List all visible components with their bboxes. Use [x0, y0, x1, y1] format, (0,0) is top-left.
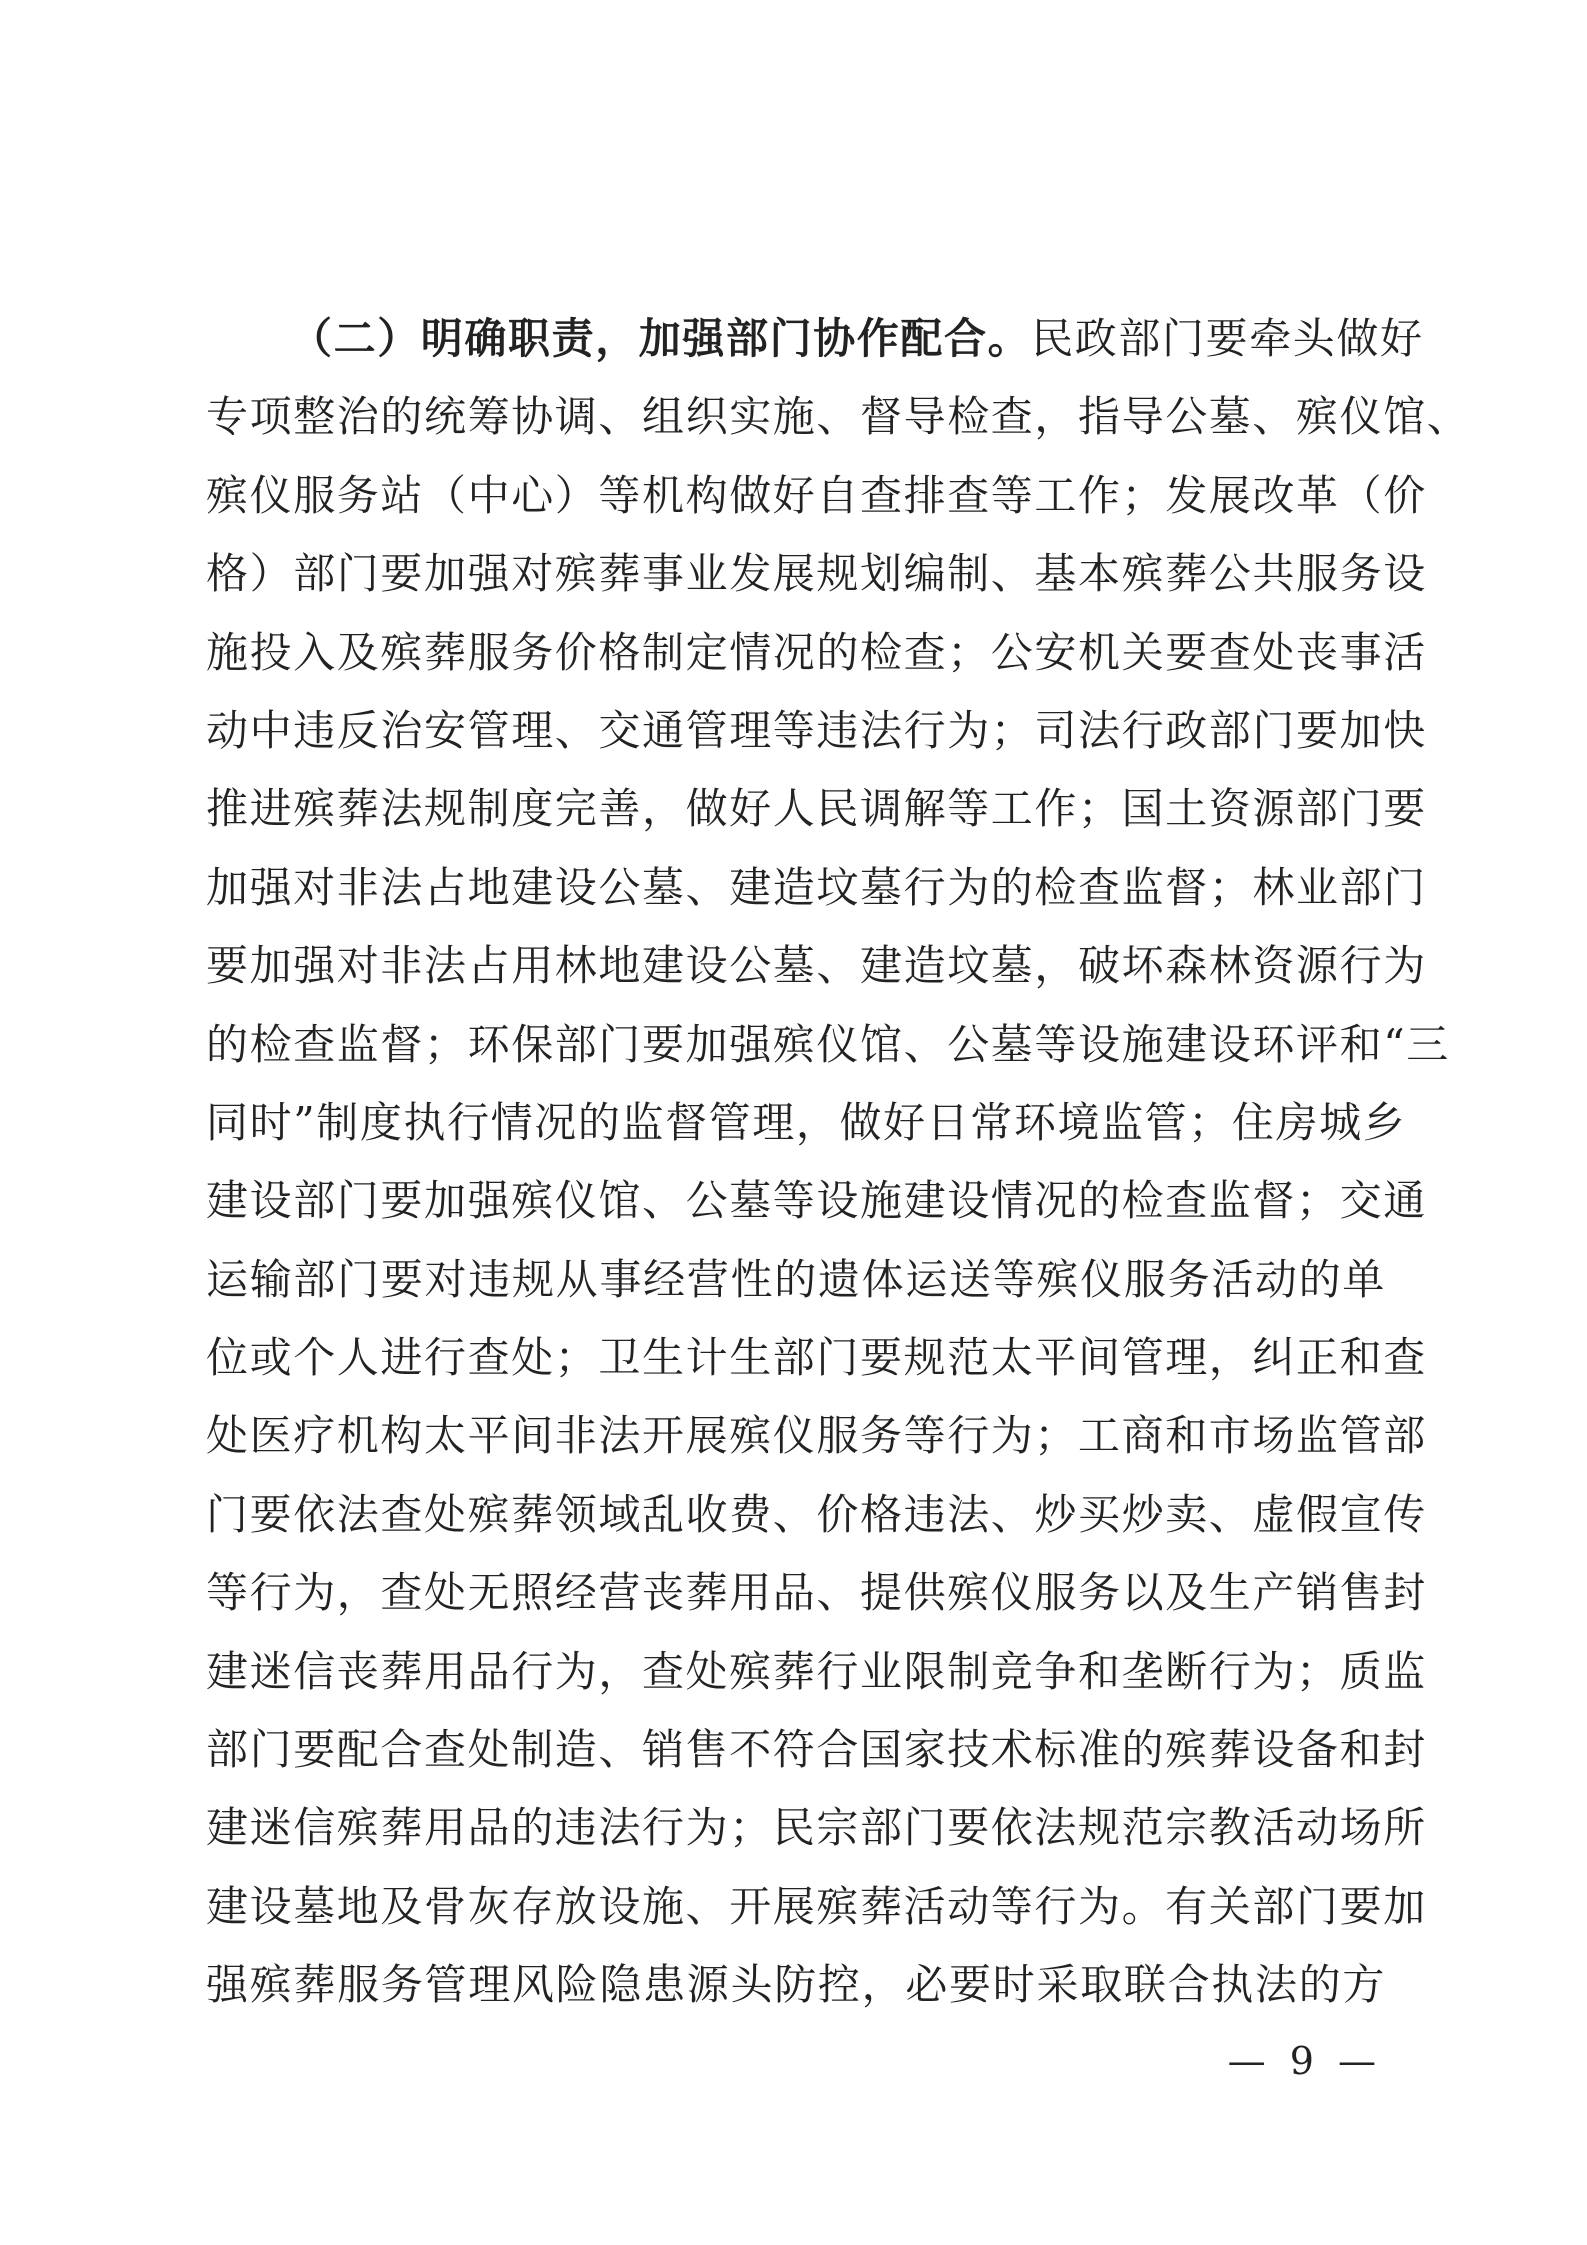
text-line: 强殡葬服务管理风险隐患源头防控，必要时采取联合执法的方: [206, 1960, 1386, 2010]
text-line: 运输部门要对违规从事经营性的遗体运送等殡仪服务活动的单: [206, 1254, 1386, 1304]
text-line: 建设部门要加强殡仪馆、公墓等设施建设情况的检查监督；交通: [206, 1176, 1427, 1226]
text-line: 推进殡葬法规制度完善，做好人民调解等工作；国土资源部门要: [206, 784, 1427, 834]
text-line: 建迷信丧葬用品行为，查处殡葬行业限制竞争和垄断行为；质监: [206, 1646, 1427, 1696]
section-heading: （二）明确职责，加强部门协作配合。: [290, 314, 1032, 363]
text-line: 的检查监督；环保部门要加强殡仪馆、公墓等设施建设环评和“三: [206, 1019, 1450, 1069]
text-line: 民政部门要牵头做好: [1031, 314, 1424, 363]
text-line: 等行为，查处无照经营丧葬用品、提供殡仪服务以及生产销售封: [206, 1568, 1427, 1618]
text-line: 部门要配合查处制造、销售不符合国家技术标准的殡葬设备和封: [206, 1725, 1427, 1775]
text-line: 处医疗机构太平间非法开展殡仪服务等行为；工商和市场监管部: [206, 1411, 1427, 1461]
text-line: 建设墓地及骨灰存放设施、开展殡葬活动等行为。有关部门要加: [206, 1881, 1427, 1931]
page-number: — 9 —: [1227, 2039, 1382, 2083]
body-text: [206, 300, 1471, 2025]
text-line: 要加强对非法占用林地建设公墓、建造坟墓，破坏森林资源行为: [206, 941, 1427, 991]
text-line: 格）部门要加强对殡葬事业发展规划编制、基本殡葬公共服务设: [206, 549, 1427, 599]
text-line: 殡仪服务站（中心）等机构做好自查排查等工作；发展改革（价: [206, 470, 1427, 520]
text-line: 专项整治的统筹协调、组织实施、督导检查，指导公墓、殡仪馆、: [206, 392, 1471, 442]
text-line: 门要依法查处殡葬领域乱收费、价格违法、炒买炒卖、虚假宣传: [206, 1489, 1427, 1539]
text-line: 加强对非法占地建设公墓、建造坟墓行为的检查监督；林业部门: [206, 862, 1427, 912]
text-line: 位或个人进行查处；卫生计生部门要规范太平间管理，纠正和查: [206, 1333, 1427, 1383]
text-line: 建迷信殡葬用品的违法行为；民宗部门要依法规范宗教活动场所: [206, 1803, 1427, 1853]
text-line: 同时”制度执行情况的监督管理，做好日常环境监管；住房城乡: [206, 1097, 1407, 1147]
text-line: 动中违反治安管理、交通管理等违法行为；司法行政部门要加快: [206, 705, 1427, 755]
paragraph-first-line: [206, 300, 1424, 378]
text-line: 施投入及殡葬服务价格制定情况的检查；公安机关要查处丧事活: [206, 627, 1427, 677]
